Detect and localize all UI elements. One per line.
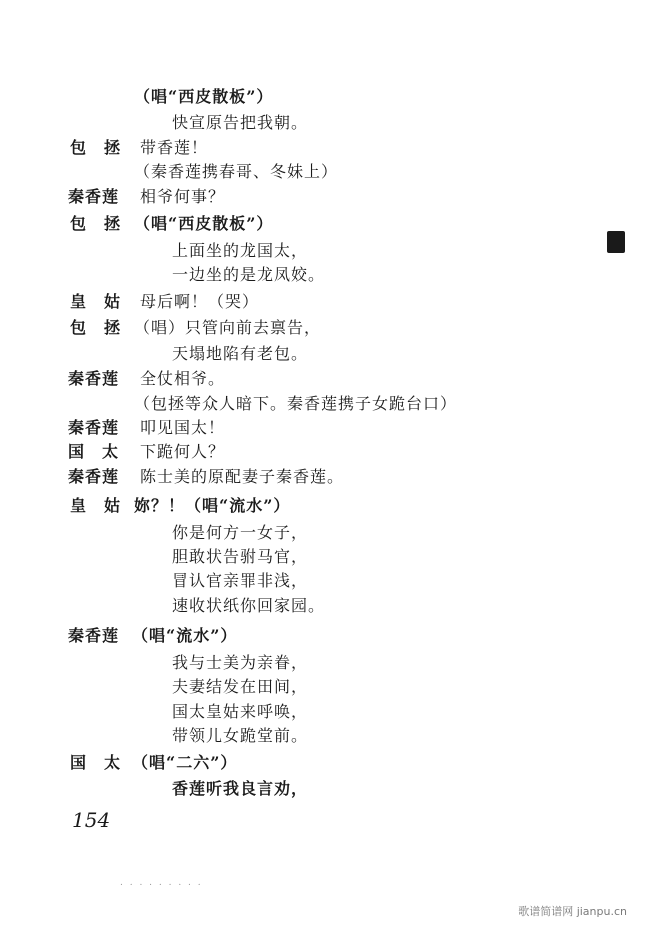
dialogue-line: 陈士美的原配妻子秦香莲。 [140, 467, 345, 486]
dialogue-line: 母后啊！（哭） [140, 292, 260, 311]
dialogue-line: （唱）只管向前去禀告， [134, 318, 322, 337]
dialogue-line: 相爷何事？ [140, 187, 226, 206]
dialogue-line: 下跪何人？ [140, 442, 226, 461]
stage-direction: （包拯等众人暗下。秦香莲携子女跪台口） [134, 394, 458, 413]
verse-line: 天塌地陷有老包。 [172, 344, 309, 363]
edge-tab-mark [607, 231, 625, 253]
stage-direction: （唱“西皮散板”） [134, 214, 274, 233]
speaker-label: 皇 姑 [70, 292, 122, 311]
speaker-label: 包 拯 [70, 138, 122, 157]
verse-line: 上面坐的龙国太， [172, 241, 309, 260]
stage-direction: （唱“流水”） [132, 626, 238, 645]
verse-line: 你是何方一女子， [172, 523, 309, 542]
speaker-label: 秦香莲 [68, 467, 120, 486]
verse-line: 速收状纸你回家园。 [172, 596, 326, 615]
speaker-label: 秦香莲 [68, 418, 120, 437]
verse-line: 夫妻结发在田间， [172, 677, 309, 696]
verse-line: 冒认官亲罪非浅， [172, 571, 309, 590]
page-number: 154 [72, 808, 111, 832]
speaker-label: 国 太 [68, 442, 120, 461]
stage-direction: （唱“二六”） [132, 753, 238, 772]
stage-direction: （唱“西皮散板”） [134, 87, 274, 106]
verse-line: 胆敢状告驸马官， [172, 547, 309, 566]
speaker-label: 国 太 [70, 753, 122, 772]
scan-noise: . . . . . . . . . [120, 878, 203, 888]
speaker-label: 秦香莲 [68, 187, 120, 206]
speaker-label: 包 拯 [70, 214, 122, 233]
speaker-label: 秦香莲 [68, 369, 120, 388]
verse-line: 快宣原告把我朝。 [172, 113, 309, 132]
speaker-label: 秦香莲 [68, 626, 120, 645]
verse-line: 带领儿女跪堂前。 [172, 726, 309, 745]
watermark: 歌谱简谱网 jianpu.cn [518, 905, 627, 918]
dialogue-line: 带香莲！ [140, 138, 209, 157]
dialogue-line: 妳？！（唱“流水”） [134, 496, 291, 515]
verse-line: 我与士美为亲眷， [172, 653, 309, 672]
dialogue-line: 全仗相爷。 [140, 369, 226, 388]
speaker-label: 皇 姑 [70, 496, 122, 515]
stage-direction: （秦香莲携春哥、冬妹上） [134, 162, 339, 181]
dialogue-line: 叩见国太！ [140, 418, 226, 437]
verse-line: 国太皇姑来呼唤， [172, 702, 309, 721]
verse-line: 一边坐的是龙凤姣。 [172, 265, 326, 284]
verse-line: 香莲听我良言劝， [172, 779, 309, 798]
speaker-label: 包 拯 [70, 318, 122, 337]
